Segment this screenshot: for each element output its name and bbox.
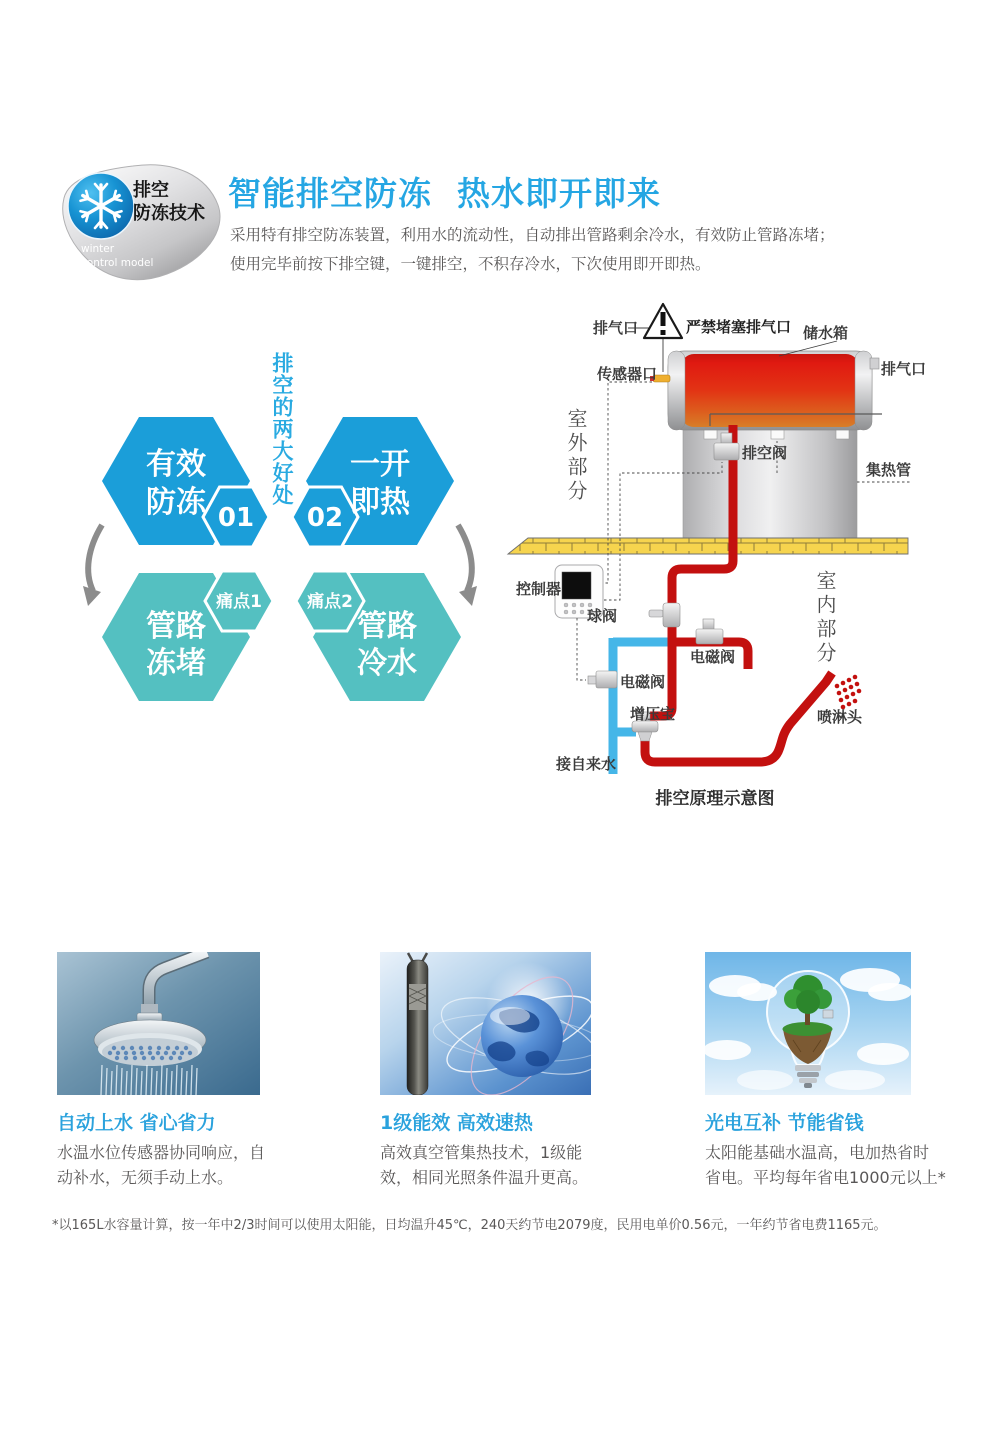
bulb-tree-photo <box>705 952 911 1095</box>
benefit-2-line1: 一开 <box>350 447 410 482</box>
benefits-hexagon-diagram <box>80 340 480 720</box>
card-body-energy: 高效真空管集热技术，1级能 效，相同光照条件温升更高。 <box>380 1143 589 1187</box>
card-auto-fill <box>57 952 322 1191</box>
description-line-2: 使用完毕前按下排空键，一键排空，不积存冷水，下次使用即开即热。 <box>230 254 711 273</box>
warning-label: 严禁堵塞排气口 <box>686 318 792 336</box>
indoor-section-label: 室内部分 <box>813 570 837 666</box>
controller-label: 控制器 <box>516 580 562 598</box>
card-title-hybrid: 光电互补 节能省钱 <box>705 1112 864 1134</box>
down-arrow-left <box>83 525 102 606</box>
roof-band <box>508 538 908 554</box>
collector-body <box>683 425 857 539</box>
sensor-port-label: 传感器口 <box>597 365 658 383</box>
vent-left-label: 排气口 <box>593 319 639 337</box>
pain-2-tag: 痛点2 <box>307 592 353 612</box>
outdoor-section-label: 室外部分 <box>564 408 588 504</box>
benefit-1-line2: 防冻 <box>146 485 206 520</box>
badge-cn-label: 排空 防冻技术 <box>133 180 205 225</box>
ball-valve-fitting <box>649 603 680 627</box>
benefit-2-number: 02 <box>306 503 344 533</box>
benefit-2-line2: 即热 <box>350 485 410 520</box>
booster-label: 增压宝 <box>630 705 676 723</box>
pain-1-line1: 管路 <box>146 609 206 644</box>
shower-head-label: 喷淋头 <box>817 708 863 726</box>
schematic-caption: 排空原理示意图 <box>655 789 775 809</box>
card-body-hybrid: 太阳能基础水温高，电加热省时 省电。平均每年省电1000元以上* <box>705 1143 946 1187</box>
tap-water-label: 接自来水 <box>556 755 617 773</box>
solenoid-valve-hot-fitting <box>696 619 723 644</box>
vacuum-tube <box>407 953 428 1095</box>
card-title-auto-fill: 自动上水 省心省力 <box>57 1112 216 1134</box>
shower-spray <box>835 675 862 710</box>
page-description <box>230 221 835 278</box>
storage-tank <box>650 351 882 430</box>
description-line-1: 采用特有排空防冻装置，利用水的流动性，自动排出管路剩余冷水，有效防止管路冻堵； <box>230 226 835 244</box>
benefits-center-label: 排空的两大好处 <box>270 352 294 506</box>
vent-nub-right <box>870 358 879 369</box>
ball-valve-label: 球阀 <box>586 607 617 625</box>
page-title: 智能排空防冻 热水即开即来 <box>228 174 661 213</box>
vent-right-label: 排气口 <box>881 360 927 378</box>
solenoid-valve-cold-fitting <box>588 671 617 688</box>
card-hybrid-saving <box>705 952 967 1191</box>
solenoid-hot-label: 电磁阀 <box>690 648 736 666</box>
card-title-energy: 1级能效 高效速热 <box>380 1112 533 1134</box>
tank-label: 储水箱 <box>803 324 849 342</box>
vacuum-tube-globe-photo <box>380 952 591 1095</box>
benefit-1-number: 01 <box>217 503 255 533</box>
shower-head-photo <box>57 952 260 1095</box>
benefit-1-line1: 有效 <box>146 447 206 482</box>
drain-valve-label: 排空阀 <box>742 444 788 462</box>
footnote: *以165L水容量计算，按一年中2/3时间可以使用太阳能，日均温升45℃，240天约节电2079度，民用电单价0.56元，一年约节省电费1165元。 <box>52 1218 887 1233</box>
collector-tube-label: 集热管 <box>866 461 912 479</box>
badge-en-label: winter control model <box>81 243 154 270</box>
solenoid-cold-label: 电磁阀 <box>620 673 666 691</box>
card-energy-efficiency <box>380 952 645 1191</box>
pain-1-tag: 痛点1 <box>216 592 262 612</box>
drain-principle-schematic <box>500 295 970 815</box>
down-arrow-right <box>458 525 477 606</box>
warning-triangle-icon <box>644 304 682 338</box>
card-body-auto-fill: 水温水位传感器协同响应，自 动补水，无须手动上水。 <box>57 1143 266 1187</box>
pain-2-line1: 管路 <box>357 609 417 644</box>
pain-1-line2: 冻堵 <box>146 646 206 681</box>
pain-2-line2: 冷水 <box>357 646 417 681</box>
